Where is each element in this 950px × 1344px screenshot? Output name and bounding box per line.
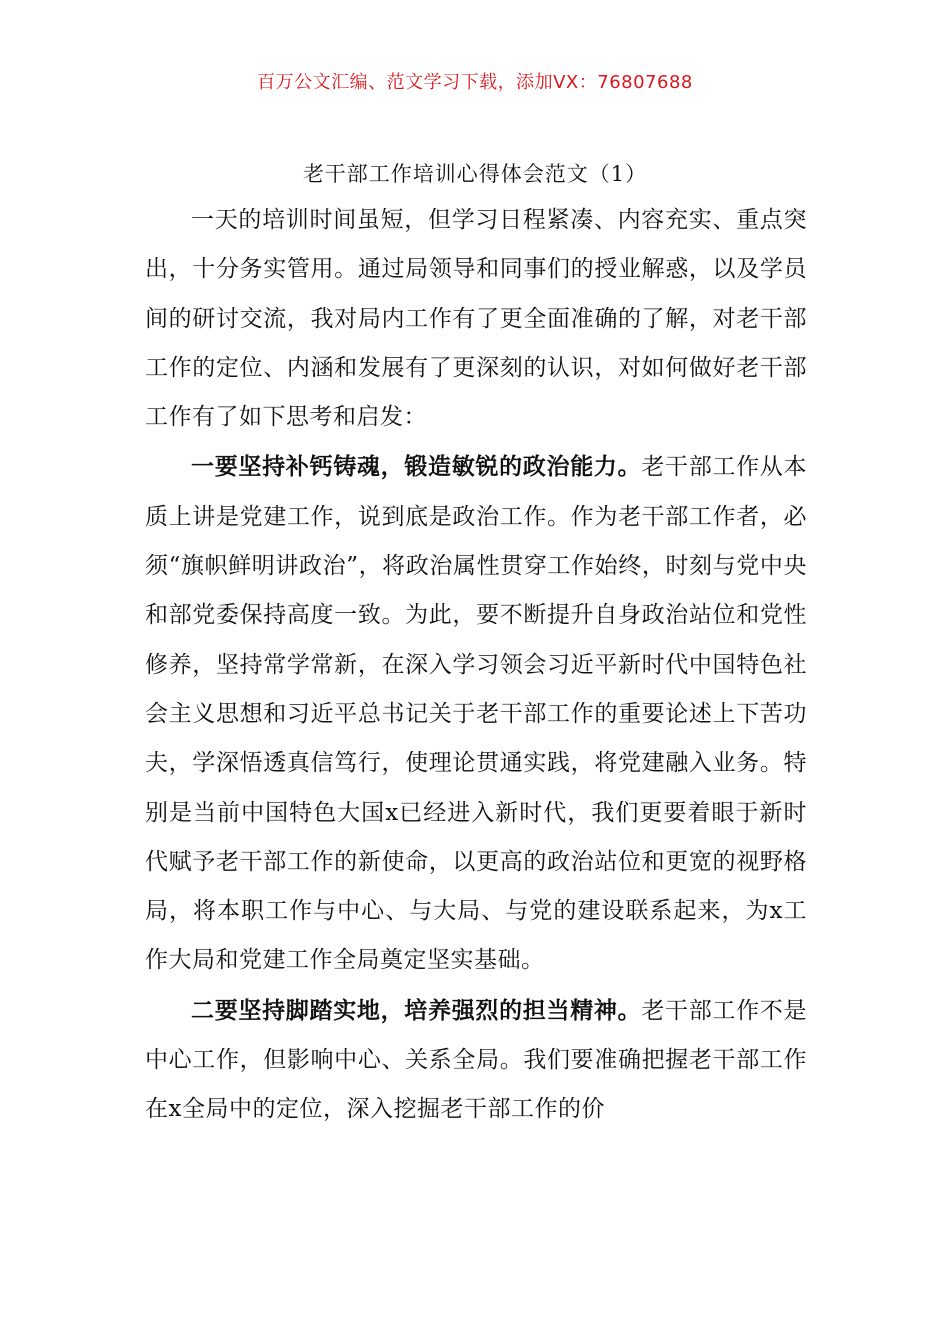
document-title: 老干部工作培训心得体会范文（1） bbox=[302, 162, 648, 186]
paragraph-text: 老干部工作不是中心工作，但影响中心、关系全局。我们要准确把握老干部工作在x全局中的定位，深入挖掘老干部工作的价 bbox=[145, 997, 808, 1123]
paragraph-point-1 bbox=[145, 442, 807, 985]
paragraph-lead: 一要坚持补钙铸魂，锻造敏锐的政治能力。 bbox=[191, 453, 642, 481]
paragraph-intro bbox=[145, 195, 807, 442]
paragraph-text: 一天的培训时间虽短，但学习日程紧凑、内容充实、重点突出，十分务实管用。通过局领导和同事们的授业解惑，以及学员间的研讨交流，我对局内工作有了更全面准确的了解，对老干部工作的定位、内涵和发展有了更深刻的认识，对如何做好老干部工作有了如下思考和启发： bbox=[145, 207, 807, 431]
paragraph-lead: 二要坚持脚踏实地，培养强烈的担当精神。 bbox=[191, 996, 642, 1024]
header-note: 百万公文汇编、范文学习下载，添加VX：76807688 bbox=[257, 72, 693, 93]
paragraph-point-2 bbox=[145, 986, 807, 1135]
document-body bbox=[145, 195, 807, 1135]
paragraph-text: 老干部工作从本质上讲是党建工作，说到底是政治工作。作为老干部工作者，必须“旗帜鲜明讲政治”，将政治属性贯穿工作始终，时刻与党中央和部党委保持高度一致。为此，要不断提升自身政治站位和党性修养，坚持常学常新，在深入学习领会习近平新时代中国特色社会主义思想和习近平总书记关于老干部工作的重要论述上下苦功夫，学深悟透真信笃行，使理论贯通实践，将党建融入业务。特别是当前中国特色大国x已经进入新时代，我们更要着眼于新时代赋予老干部工作的新使命，以更高的政治站位和更宽的视野格局，将本职工作与中心、与大局、与党的建设联系起来，为x工作大局和党建工作全局奠定坚实基础。 bbox=[145, 454, 808, 974]
